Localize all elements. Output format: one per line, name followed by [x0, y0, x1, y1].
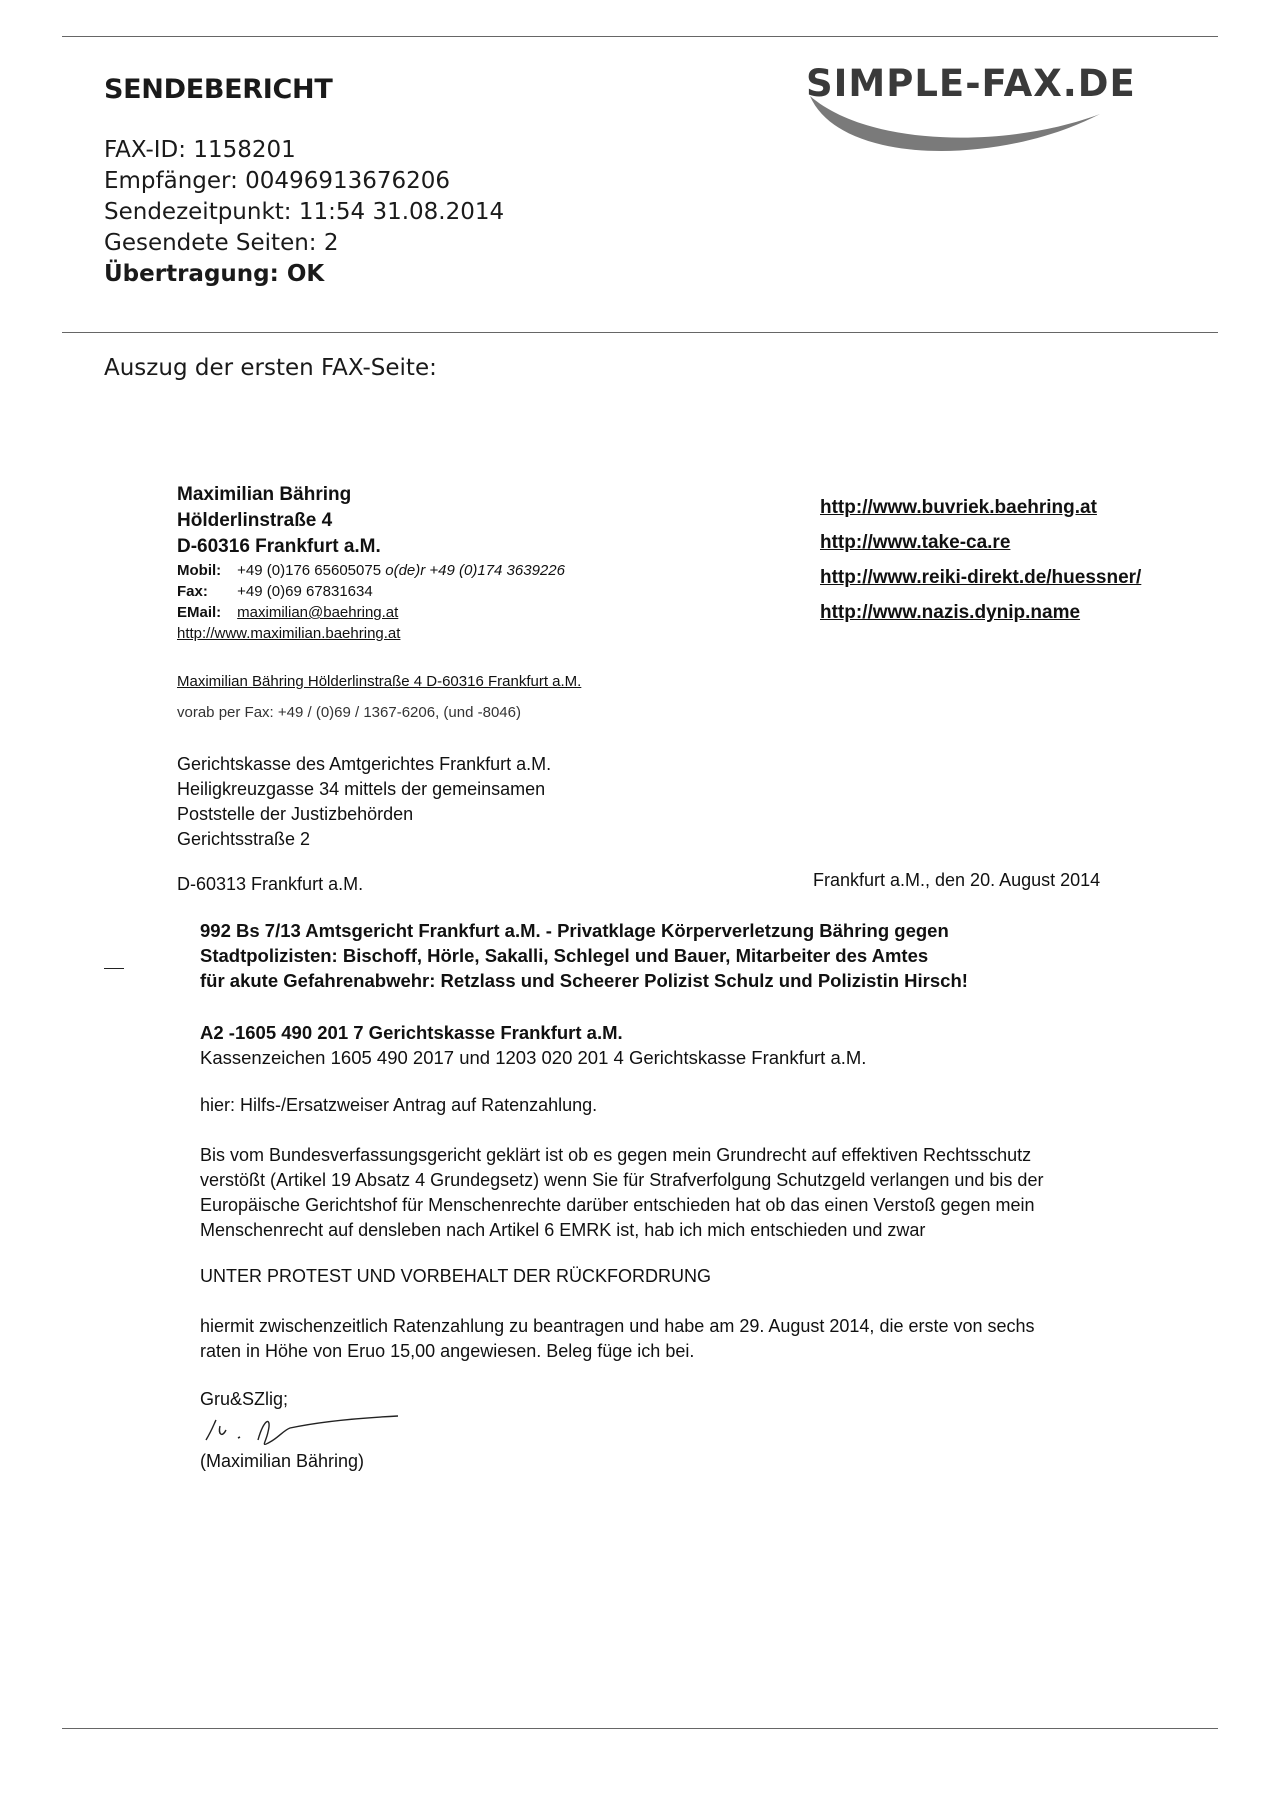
- recipient-line: Heiligkreuzgasse 34 mittels der gemeinsamen: [177, 779, 546, 799]
- fax-number: +49 (0)69 67831634: [237, 583, 373, 600]
- report-title: SENDEBERICHT: [104, 74, 333, 105]
- mobile-number: +49 (0)176 65605075: [237, 562, 382, 579]
- recipient-city: D-60313 Frankfurt a.M.: [177, 874, 364, 894]
- signature-icon: [198, 1408, 403, 1450]
- closing-line: hiermit zwischenzeitlich Ratenzahlung zu beantragen und habe am 29. August 2014, die erste von sechs: [200, 1316, 1035, 1336]
- reference-line-1: A2 -1605 490 201 7 Gerichtskasse Frankfurt a.M.: [200, 1022, 623, 1043]
- link-list: [820, 490, 1141, 630]
- bottom-rule: [62, 1728, 1218, 1729]
- signature-name: (Maximilian Bähring): [200, 1451, 365, 1471]
- letter-date: Frankfurt a.M., den 20. August 2014: [813, 870, 1101, 890]
- subject-block: [200, 918, 968, 993]
- subject-line: für akute Gefahrenabwehr: Retzlass und Scheerer Polizist Schulz und Polizistin Hirsch!: [200, 970, 968, 991]
- greeting: Gru&SZlig;: [200, 1389, 289, 1409]
- return-address: Maximilian Bähring Hölderlinstraße 4 D-60316 Frankfurt a.M.: [177, 673, 582, 690]
- vorab-fax: vorab per Fax: +49 / (0)69 / 1367-6206, (und -8046): [177, 704, 521, 721]
- subject-line: 992 Bs 7/13 Amtsgericht Frankfurt a.M. - Privatklage Körperverletzung Bähring gegen: [200, 920, 949, 941]
- recipient-address: [177, 752, 551, 852]
- link-item: http://www.reiki-direkt.de/huessner/: [820, 567, 1142, 588]
- fax-label: Fax:: [177, 583, 208, 600]
- recipient-line: Poststelle der Justizbehörden: [177, 804, 414, 824]
- email-label: EMail:: [177, 604, 222, 621]
- excerpt-label: Auszug der ersten FAX-Seite:: [104, 355, 437, 381]
- recipient-line: Gerichtsstraße 2: [177, 829, 311, 849]
- recipient-number: Empfänger: 00496913676206: [104, 168, 451, 194]
- middle-rule: [62, 332, 1218, 333]
- reference-line-2: Kassenzeichen 1605 490 2017 und 1203 020 201 4 Gerichtskasse Frankfurt a.M.: [200, 1047, 867, 1068]
- body-paragraph: [200, 1143, 1043, 1243]
- fold-mark: [104, 968, 124, 969]
- sender-street: Hölderlinstraße 4: [177, 510, 333, 531]
- sender-website: http://www.maximilian.baehring.at: [177, 625, 401, 642]
- sender-email-line: [177, 602, 565, 623]
- sender-name: Maximilian Bähring: [177, 484, 352, 505]
- transmission-status: Übertragung: OK: [104, 261, 325, 287]
- protest-line: UNTER PROTEST UND VORBEHALT DER RÜCKFORDRUNG: [200, 1266, 712, 1286]
- link-item: http://www.take-ca.re: [820, 532, 1011, 553]
- body-line: Menschenrecht auf densleben nach Artikel 6 EMRK ist, hab ich mich entschieden und zwar: [200, 1220, 926, 1240]
- sender-website-line: [177, 623, 565, 644]
- recipient-line: Gerichtskasse des Amtgerichtes Frankfurt a.M.: [177, 754, 552, 774]
- regarding-line: hier: Hilfs-/Ersatzweiser Antrag auf Ratenzahlung.: [200, 1095, 598, 1115]
- sender-fax-line: [177, 581, 565, 602]
- send-time: Sendezeitpunkt: 11:54 31.08.2014: [104, 199, 505, 225]
- fax-id: FAX-ID: 1158201: [104, 137, 296, 163]
- email-link: maximilian@baehring.at: [237, 604, 399, 621]
- top-rule: [62, 36, 1218, 37]
- sender-block: [177, 482, 565, 644]
- link-item: http://www.nazis.dynip.name: [820, 602, 1081, 623]
- logo-text: SIMPLE-FAX.DE: [806, 62, 1136, 105]
- closing-paragraph: [200, 1314, 1035, 1364]
- body-line: Europäische Gerichtshof für Menschenrechte darüber entschieden hat ob das einen Verstoß gegen mein: [200, 1195, 1035, 1215]
- reference-block: [200, 1020, 866, 1070]
- closing-line: raten in Höhe von Eruo 15,00 angewiesen. Beleg füge ich bei.: [200, 1341, 695, 1361]
- body-line: Bis vom Bundesverfassungsgericht geklärt ist ob es gegen mein Grundrecht auf effektiven Rechtsschutz: [200, 1145, 1032, 1165]
- pages-sent: Gesendete Seiten: 2: [104, 230, 339, 256]
- link-item: http://www.buvriek.baehring.at: [820, 497, 1097, 518]
- sender-city: D-60316 Frankfurt a.M.: [177, 536, 381, 557]
- sender-mobile-line: [177, 560, 565, 581]
- body-line: verstößt (Artikel 19 Absatz 4 Grundegsetz) wenn Sie für Strafverfolgung Schutzgeld verlangen und bis der: [200, 1170, 1044, 1190]
- simple-fax-logo: [800, 56, 1220, 156]
- mobile-label: Mobil:: [177, 562, 222, 579]
- mobile-alt-number: o(de)r +49 (0)174 3639226: [385, 562, 565, 579]
- fax-metadata: [104, 135, 504, 290]
- subject-line: Stadtpolizisten: Bischoff, Hörle, Sakalli, Schlegel und Bauer, Mitarbeiter des Amtes: [200, 945, 929, 966]
